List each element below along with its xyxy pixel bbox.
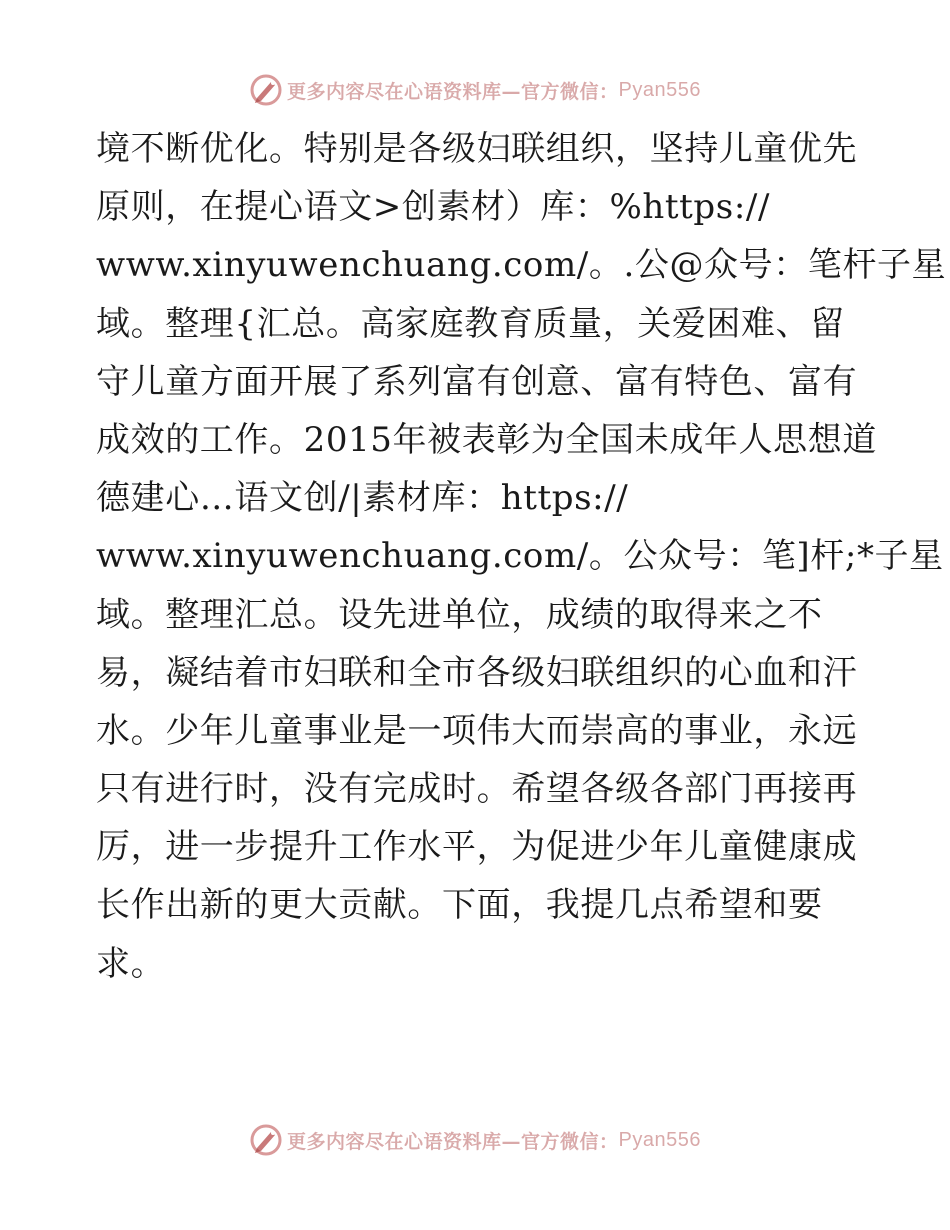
text-line: 域。整理{汇总。高家庭教育质量，关爱困难、留: [96, 303, 845, 344]
watermark-text: 更多内容尽在心语资料库—官方微信：: [287, 80, 619, 103]
text-line: 境不断优化。特别是各级妇联组织，坚持儿童优先: [96, 129, 858, 169]
watermark-id: Pyan556: [618, 78, 701, 101]
document-body: [96, 120, 947, 993]
text-line: 域。整理汇总。设先进单位，成绩的取得来之不: [96, 594, 823, 635]
watermark-text: 更多内容尽在心语资料库—官方微信：: [287, 1130, 619, 1153]
text-line: 只有进行时，没有完成时。希望各级各部门再接再: [96, 769, 858, 810]
text-line: www.xinyuwenchuang.com/。.公@众号：笔杆子星: [96, 245, 947, 286]
pen-logo-icon: [249, 1123, 283, 1157]
watermark-id: Pyan556: [618, 1128, 701, 1151]
header-watermark: [0, 70, 950, 110]
footer-watermark: [0, 1120, 950, 1160]
text-line: 长作出新的更大贡献。下面，我提几点希望和要: [96, 885, 823, 926]
pen-logo-icon: [249, 73, 283, 107]
text-line: 水。少年儿童事业是一项伟大而崇高的事业，永远: [96, 710, 858, 751]
text-line: 德建心…语文创/|素材库：https://: [96, 478, 629, 519]
text-line: 原则，在提心语文>创素材）库：%https://: [96, 187, 770, 228]
text-line: 求。: [96, 943, 166, 984]
text-line: 守儿童方面开展了系列富有创意、富有特色、富有: [96, 361, 858, 402]
text-line: 厉，进一步提升工作水平，为促进少年儿童健康成: [96, 827, 858, 868]
text-line: 易，凝结着市妇联和全市各级妇联组织的心血和汗: [96, 652, 858, 693]
text-line: www.xinyuwenchuang.com/。公众号：笔]杆;*子星: [96, 536, 944, 577]
text-line: 成效的工作。2015年被表彰为全国未成年人思想道: [96, 419, 877, 460]
